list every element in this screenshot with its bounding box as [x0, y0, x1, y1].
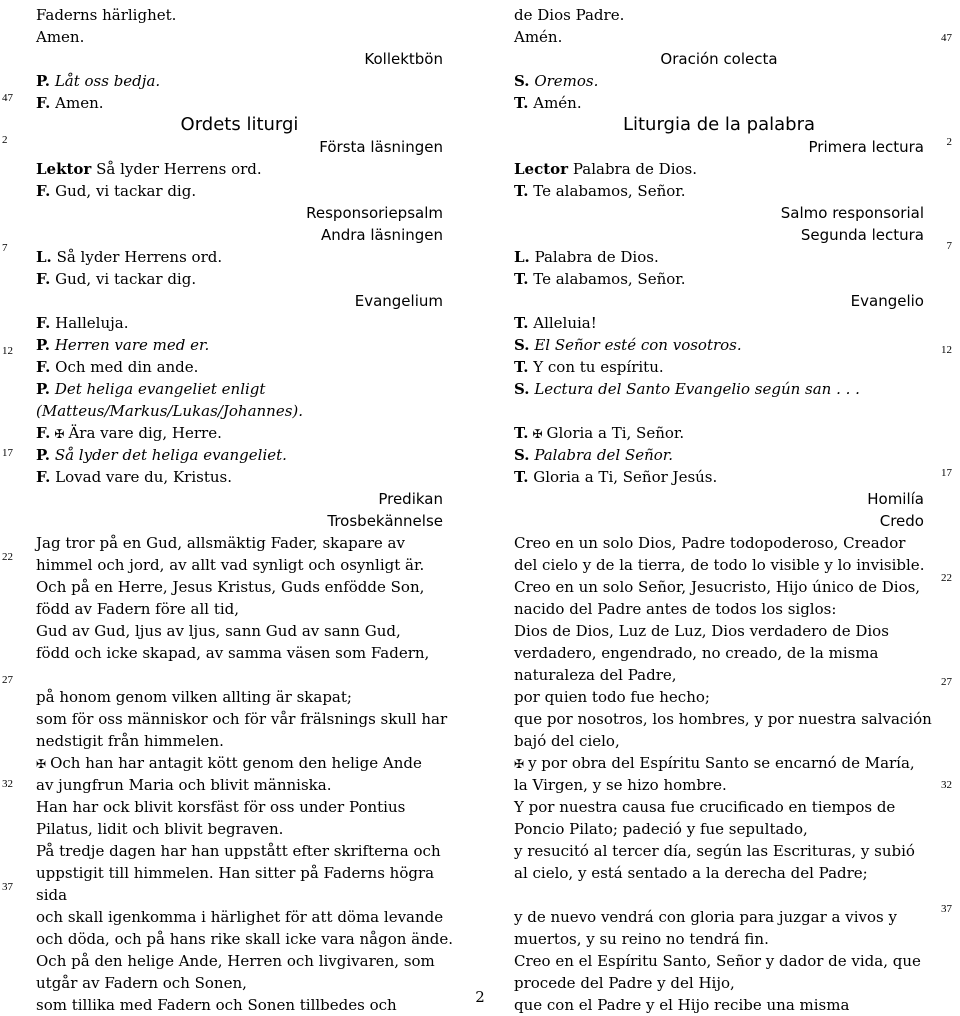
line-number: 2 [2, 134, 8, 146]
cross-icon: ✠ [54, 427, 65, 441]
response-line [36, 334, 443, 356]
section-title-liturgy: Liturgia de la palabra [622, 114, 816, 135]
speaker-label: F. [36, 270, 51, 288]
creed-line: por quien todo fue hecho; [514, 688, 710, 706]
speaker-label: P. [36, 72, 51, 90]
line-number: 27 [2, 674, 13, 686]
response-text: Palabra de Dios. [572, 160, 697, 178]
response-line [514, 312, 924, 334]
creed-line: verdadero, engendrado, no creado, de la misma [514, 644, 879, 662]
response-text: Herren vare med er. [54, 336, 210, 354]
line-number: 37 [2, 881, 13, 893]
creed-line: Poncio Pilato; padeció y fue sepultado, [514, 820, 808, 838]
response-text: Så lyder Herrens ord. [96, 160, 262, 178]
speaker-label: T. [514, 182, 529, 200]
section-heading-second-reading: Andra läsningen [320, 226, 443, 244]
speaker-label: F. [36, 468, 51, 486]
creed-text: Och han har antagit kött genom den helige Ande [50, 754, 422, 772]
creed-line: himmel och jord, av allt vad synligt och osynligt är. [36, 556, 425, 574]
response-line [36, 312, 443, 334]
response-line [36, 246, 443, 268]
creed-line: och döda, och på hans rike skall icke vara någon ände. [36, 930, 454, 948]
response-text: Lectura del Santo Evangelio según san . . . [534, 380, 860, 398]
creed-line: Han har ock blivit korsfäst för oss under Pontius [36, 798, 406, 816]
speaker-label: F. [36, 358, 51, 376]
speaker-label: T. [514, 358, 529, 376]
line-number: 22 [2, 551, 13, 563]
section-heading-creed: Trosbekännelse [327, 512, 443, 530]
line-number: 32 [2, 778, 13, 790]
creed-line: del cielo y de la tierra, de todo lo visible y lo invisible. [514, 556, 925, 574]
response-text: El Señor esté con vosotros. [534, 336, 742, 354]
response-line [36, 422, 443, 444]
speaker-label: F. [36, 182, 51, 200]
speaker-label: Lector [514, 160, 569, 178]
page-number: 2 [475, 988, 485, 1006]
response-line [514, 334, 924, 356]
speaker-label: P. [36, 336, 51, 354]
creed-line: la Virgen, y se hizo hombre. [514, 776, 727, 794]
creed-line: som för oss människor och för vår frälsnings skull har [36, 710, 448, 728]
response-line [36, 180, 443, 202]
response-text: Palabra de Dios. [534, 248, 659, 266]
response-text: Så lyder Herrens ord. [56, 248, 223, 266]
creed-line: Och på den helige Ande, Herren och livgivaren, som [36, 952, 435, 970]
response-line [36, 466, 443, 488]
text-line: Amen. [36, 28, 85, 46]
response-text: Gud, vi tackar dig. [55, 182, 197, 200]
section-heading-gospel: Evangelio [850, 292, 924, 310]
response-text: Oremos. [534, 72, 599, 90]
response-line [514, 466, 924, 488]
section-heading-homily: Predikan [378, 490, 443, 508]
creed-line: nedstigit från himmelen. [36, 732, 224, 750]
speaker-label: T. [514, 94, 529, 112]
line-number: 7 [2, 242, 8, 254]
line-number: 22 [941, 572, 952, 584]
response-text: Amén. [533, 94, 582, 112]
text-line: Amén. [514, 28, 563, 46]
creed-line: y resucitó al tercer día, según las Escrituras, y subió [514, 842, 915, 860]
speaker-label: T. [514, 270, 529, 288]
creed-line: uppstigit till himmelen. Han sitter på Faderns högra [36, 864, 435, 882]
creed-line: que por nosotros, los hombres, y por nuestra salvación [514, 710, 932, 728]
creed-line: sida [36, 886, 68, 904]
creed-line: På tredje dagen har han uppstått efter skrifterna och [36, 842, 441, 860]
creed-line: utgår av Fadern och Sonen, [36, 974, 247, 992]
response-line [514, 246, 924, 268]
speaker-label: S. [514, 336, 530, 354]
response-line [514, 158, 924, 180]
response-text: Te alabamos, Señor. [533, 182, 686, 200]
section-heading-psalm: Salmo responsorial [780, 204, 924, 222]
creed-line: Y por nuestra causa fue crucificado en tiempos de [514, 798, 896, 816]
response-text: Amen. [55, 94, 104, 112]
line-number: 2 [946, 136, 952, 148]
cross-icon: ✠ [532, 427, 543, 441]
cross-icon: ✠ [514, 757, 525, 771]
creed-line: Creo en un solo Dios, Padre todopoderoso, Creador [514, 534, 906, 552]
response-line [514, 92, 924, 114]
creed-line: nacido del Padre antes de todos los siglos: [514, 600, 837, 618]
response-line [36, 378, 443, 400]
line-number: 37 [941, 903, 952, 915]
swedish-column [36, 4, 454, 1016]
text-line: Faderns härlighet. [36, 6, 177, 24]
response-line [36, 268, 443, 290]
section-title-liturgy: Ordets liturgi [180, 114, 299, 135]
line-number: 17 [2, 447, 13, 459]
line-number: 47 [2, 92, 13, 104]
creed-line: och skall igenkomma i härlighet för att döma levande [36, 908, 444, 926]
response-text: Gud, vi tackar dig. [55, 270, 197, 288]
creed-line [514, 752, 924, 774]
section-heading-psalm: Responsoriepsalm [306, 204, 443, 222]
creed-line [36, 752, 443, 774]
creed-line: Creo en el Espíritu Santo, Señor y dador de vida, que [514, 952, 921, 970]
section-heading-first-reading: Första läsningen [319, 138, 443, 156]
cross-icon: ✠ [36, 757, 47, 771]
creed-line: que con el Padre y el Hijo recibe una misma [514, 996, 850, 1014]
creed-line: muertos, y su reino no tendrá fin. [514, 930, 769, 948]
line-number: 12 [941, 344, 952, 356]
speaker-label: P. [36, 446, 51, 464]
response-text: Palabra del Señor. [534, 446, 674, 464]
spanish-column [514, 4, 932, 1016]
response-line [514, 180, 924, 202]
response-line [514, 444, 924, 466]
response-text: Alleluia! [533, 314, 597, 332]
speaker-label: F. [36, 314, 51, 332]
creed-line: Pilatus, lidit och blivit begraven. [36, 820, 284, 838]
response-line [514, 268, 924, 290]
speaker-label: F. [36, 94, 51, 112]
response-text: Halleluja. [55, 314, 129, 332]
response-text: Det heliga evangeliet enligt [54, 380, 266, 398]
response-text: Te alabamos, Señor. [533, 270, 686, 288]
response-line [514, 356, 924, 378]
response-text: Så lyder det heliga evangeliet. [54, 446, 287, 464]
speaker-label: T. [514, 314, 529, 332]
creed-line: Jag tror på en Gud, allsmäktig Fader, skapare av [36, 534, 405, 552]
creed-line: procede del Padre y del Hijo, [514, 974, 735, 992]
section-heading-gospel: Evangelium [354, 292, 443, 310]
speaker-label: T. [514, 468, 529, 486]
text-line: de Dios Padre. [514, 6, 625, 24]
response-line [514, 378, 924, 400]
response-text: Lovad vare du, Kristus. [55, 468, 232, 486]
response-text: (Matteus/Markus/Lukas/Johannes). [36, 402, 304, 420]
response-line [36, 444, 443, 466]
response-text: Och med din ande. [55, 358, 199, 376]
response-text: Ära vare dig, Herre. [68, 424, 222, 442]
section-heading-collect: Kollektbön [364, 50, 443, 68]
response-line [36, 158, 443, 180]
section-heading-creed: Credo [879, 512, 924, 530]
creed-line: naturaleza del Padre, [514, 666, 677, 684]
speaker-label: P. [36, 380, 51, 398]
creed-line: som tillika med Fadern och Sonen tillbedes och [36, 996, 397, 1014]
creed-line: av jungfrun Maria och blivit människa. [36, 776, 332, 794]
creed-line: Och på en Herre, Jesus Kristus, Guds enfödde Son, [36, 578, 425, 596]
response-line [514, 422, 924, 444]
line-number: 32 [941, 779, 952, 791]
line-number: 12 [2, 345, 13, 357]
response-line [514, 70, 924, 92]
line-number: 7 [946, 240, 952, 252]
creed-line: född och icke skapad, av samma väsen som Fadern, [36, 644, 430, 662]
speaker-label: F. [36, 424, 51, 442]
creed-line: y de nuevo vendrá con gloria para juzgar a vivos y [514, 908, 897, 926]
response-line [36, 356, 443, 378]
response-text: Gloria a Ti, Señor. [546, 424, 685, 442]
response-line [36, 70, 443, 92]
creed-line: på honom genom vilken allting är skapat; [36, 688, 352, 706]
section-heading-second-reading: Segunda lectura [800, 226, 924, 244]
speaker-label: S. [514, 446, 530, 464]
section-heading-homily: Homilía [867, 490, 924, 508]
creed-line: al cielo, y está sentado a la derecha del Padre; [514, 864, 868, 882]
response-text: Y con tu espíritu. [533, 358, 664, 376]
line-number: 47 [941, 32, 952, 44]
creed-line: Dios de Dios, Luz de Luz, Dios verdadero de Dios [514, 622, 889, 640]
creed-line: bajó del cielo, [514, 732, 620, 750]
speaker-label: Lektor [36, 160, 92, 178]
response-line [36, 92, 443, 114]
creed-line: Creo en un solo Señor, Jesucristo, Hijo único de Dios, [514, 578, 921, 596]
creed-text: y por obra del Espíritu Santo se encarnó de María, [528, 754, 915, 772]
response-text: Gloria a Ti, Señor Jesús. [533, 468, 718, 486]
speaker-label: S. [514, 72, 530, 90]
speaker-label: T. [514, 424, 529, 442]
speaker-label: S. [514, 380, 530, 398]
speaker-label: L. [514, 248, 530, 266]
creed-line: Gud av Gud, ljus av ljus, sann Gud av sann Gud, [36, 622, 401, 640]
response-text: Låt oss bedja. [54, 72, 161, 90]
section-heading-first-reading: Primera lectura [808, 138, 924, 156]
line-number: 27 [941, 676, 952, 688]
section-heading-collect: Oración colecta [660, 50, 778, 68]
creed-line: född av Fadern före all tid, [36, 600, 240, 618]
speaker-label: L. [36, 248, 52, 266]
line-number: 17 [941, 467, 952, 479]
